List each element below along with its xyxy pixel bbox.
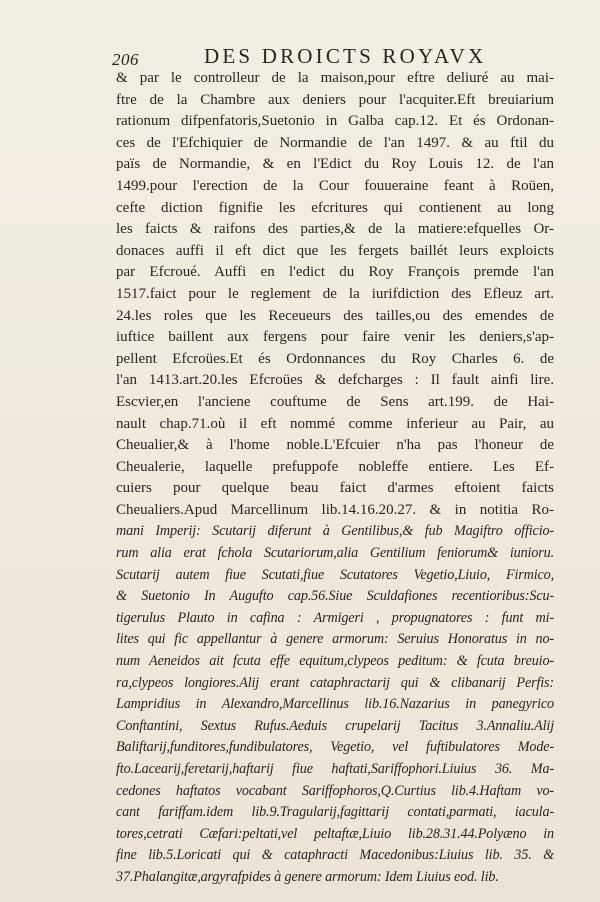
text-line: 1499.pour l'erection de la Cour fouueraine feant à Roüen,: [116, 177, 554, 194]
text-line: 24.les roles que les Receueurs des tailles,ou des emendes de: [116, 307, 554, 324]
text-line: cefte diction fignifie les efcritures qui contienent au long: [116, 199, 554, 216]
running-title: DES DROICTS ROYAVX: [204, 44, 487, 68]
text-line: ftre de la Chambre aux deniers pour l'acquiter.Eft breuiarium: [116, 91, 554, 108]
text-line: iuftice baillent aux fergens pour faire venir les deniers,s'ap-: [116, 329, 554, 346]
text-line: païs de Normandie, & en l'Edict du Roy Louis 12. de l'an: [116, 156, 554, 173]
text-line: num Aeneidos ait fcuta effe equitum,clypeos peditum: & fcuta breuio-: [116, 653, 554, 670]
text-line: par Efcroué. Auffi en l'edict du Roy François premde l'an: [116, 264, 554, 281]
text-line: Escvier,en l'anciene couftume de Sens art.199. de Hai-: [116, 393, 554, 410]
text-line: 37.Phalangitæ,argyrafpides à genere armorum: Idem Liuius eod. lib.: [116, 868, 499, 885]
page-number: 206: [112, 50, 139, 69]
text-line: pellent Efcroües.Et és Ordonnances du Roy Charles 6. de: [116, 350, 554, 367]
text-line: cant fariffam.idem lib.9.Tragularij,fagittarij contati,parmati, iacula-: [116, 804, 554, 821]
text-line: tigerulus Plauto in cafina : Armigeri , propugnatores : funt mi-: [116, 609, 554, 626]
text-line: fto.Lacearij,feretarij,haftarij fiue haftati,Sariffophori.Liuius 36. Ma-: [116, 761, 554, 777]
text-line: Lampridius in Alexandro,Marcellinus lib.16.Nazarius in panegyrico: [116, 696, 554, 713]
text-line: Cheualerie, laquelle prefuppofe nobleffe entiere. Les Ef-: [116, 458, 554, 475]
text-line: 1517.faict pour le reglement de la iurifdiction des Efleuz art.: [116, 285, 554, 302]
text-line: nault chap.71.où il eft nommé comme inferieur au Pair, au: [116, 415, 554, 432]
text-line: tores,cetrati Cæfari:peltati,vel peltaftæ,Liuio lib.28.31.44.Polyæno in: [116, 825, 554, 842]
text-line: Cheualiers.Apud Marcellinum lib.14.16.20.27. & in notitia Ro-: [116, 501, 554, 518]
text-line: ces de l'Efchiquier de Normandie de l'an 1497. & au ftil du: [116, 134, 554, 151]
text-line: donaces auffi il eft dict que les fergets baillét leurs exploicts: [116, 242, 554, 259]
text-line: & Suetonio In Augufto cap.56.Siue Sculdafiones recentioribus:Scu-: [116, 588, 554, 605]
text-line: & par le controlleur de la maison,pour eftre deliuré au mai-: [116, 70, 554, 86]
text-line: Conftantini, Sextus Rufus.Aeduis crupelarij Tacitus 3.Annaliu.Alij: [116, 717, 554, 734]
text-line: fine lib.5.Loricati qui & cataphracti Macedonibus:Liuius lib. 35. &: [116, 847, 554, 864]
text-line: mani Imperij: Scutarij diferunt à Gentilibus,& fub Magiftro officio-: [116, 523, 554, 540]
text-line: cedones haftatos vocabant Sariffophoros,Q.Curtius lib.4.Haftam vo-: [116, 782, 554, 799]
text-line: rum alia erat fchola Scutariorum,alia Gentilium feniorum& iunioru.: [116, 545, 554, 562]
text-line: Baliftarij,funditores,fundibulatores, Vegetio, vel fuftibulatores Mode-: [116, 739, 554, 756]
text-line: ra,clypeos longiores.Alij erant cataphractarij qui & clibanarij Perfis:: [116, 674, 554, 691]
body-text: [116, 68, 554, 889]
text-line: rationum difpenfatoris,Suetonio in Galba cap.12. Et és Ordonan-: [116, 113, 554, 130]
text-line: cuiers pour quelque beau faict d'armes eftoient faicts: [116, 480, 554, 497]
text-line: l'an 1413.art.20.les Efcroües & defcharges : Il fault ainfi lire.: [116, 372, 554, 389]
text-line: Scutarij autem fiue Scutati,fiue Scutatores Vegetio,Liuio, Firmico,: [116, 566, 554, 583]
text-line: les faicts & raifons des parties,& de la matiere:efquelles Or-: [116, 221, 554, 238]
text-line: lites qui fic appellantur à genere armorum: Seruius Honoratus in no-: [116, 631, 554, 648]
text-line: Cheualier,& à l'home noble.L'Efcuier n'ha pas l'honeur de: [116, 437, 554, 454]
